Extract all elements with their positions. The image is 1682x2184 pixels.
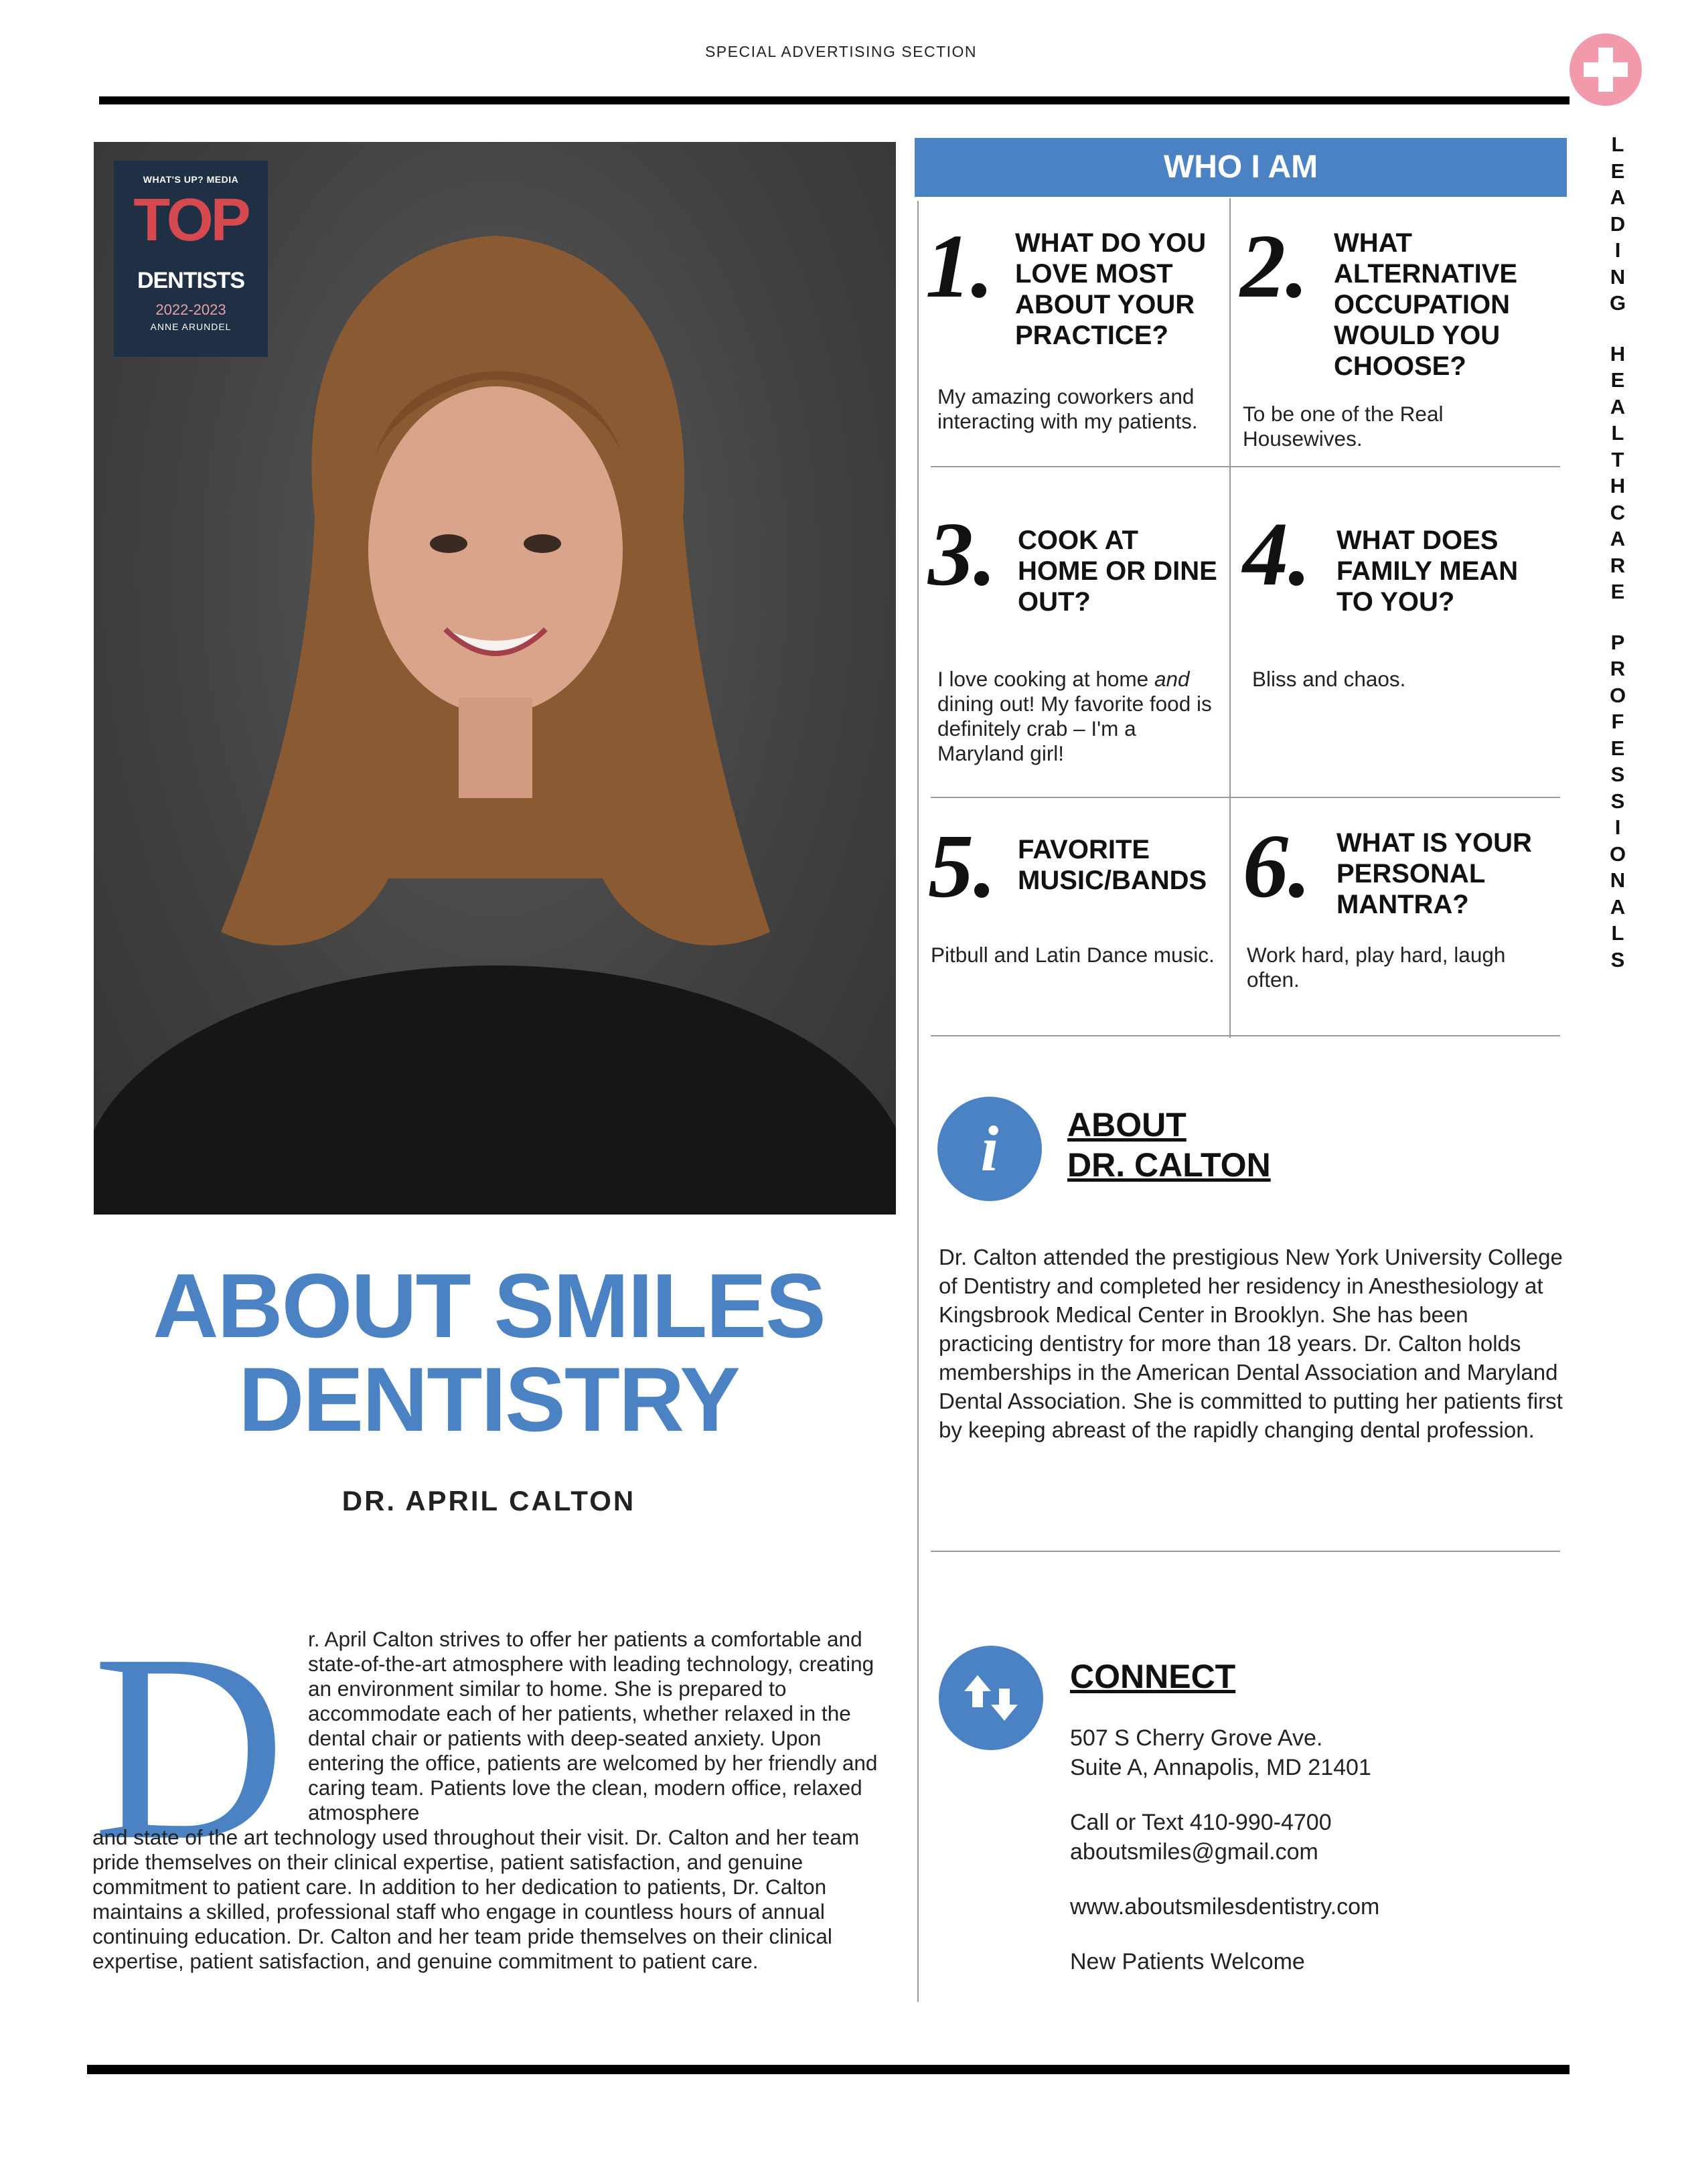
answer-3 bbox=[937, 667, 1219, 766]
answer-1: My amazing coworkers and interacting with my patients. bbox=[937, 384, 1198, 433]
about-text: Dr. Calton attended the prestigious New York University College of Dentistry and completed her residency in Anesthesiology at Kingsbrook Medical Center in Brooklyn. She has been practicing dentistry for more than 18 years. Dr. Calton holds memberships in the American Dental Association and Maryland Dental Association. She is committed to putting her patients first by keeping abreast of the rapidly changing dental profession. bbox=[939, 1245, 1563, 1442]
connect-heading: CONNECT bbox=[1070, 1658, 1236, 1695]
side-banner-letter: N bbox=[1610, 868, 1626, 892]
grid-line-3 bbox=[931, 1035, 1560, 1036]
side-banner-letter: F bbox=[1611, 710, 1624, 733]
badge-years: 2022-2023 bbox=[155, 301, 226, 318]
bottom-rule bbox=[87, 2065, 1570, 2074]
question-5: FAVORITE MUSIC/BANDS bbox=[1018, 835, 1207, 895]
side-banner-letter: E bbox=[1610, 736, 1625, 760]
side-banner-letter: O bbox=[1609, 842, 1626, 866]
top-dentists-badge bbox=[114, 161, 268, 357]
question-number-3: 3. bbox=[928, 504, 996, 605]
side-banner-letter: I bbox=[1614, 238, 1621, 262]
intro-paragraph-full: and state of the art technology used throughout their visit. Dr. Calton and her team pride themselves on their clinical expertise, patient satisfaction, and genuine commitment to patient care. In addition to her dedication to patients, Dr. Calton maintains a skilled, professional staff who engage in countless hours of annual continuing education. Dr. Calton and her team pride themselves on their clinical expertise, patient satisfaction, and genuine commitment to patient care. bbox=[92, 1825, 860, 1973]
question-number-2: 2. bbox=[1240, 216, 1308, 317]
side-banner-letter: H bbox=[1610, 341, 1626, 366]
side-banner-letter: R bbox=[1610, 553, 1626, 577]
side-banner-letter: C bbox=[1610, 500, 1626, 524]
badge-dentists: DENTISTS bbox=[137, 268, 245, 293]
website-link[interactable]: www.aboutsmilesdentistry.com bbox=[1070, 1894, 1380, 1920]
side-banner-letter: E bbox=[1610, 159, 1625, 183]
side-banner-letter: L bbox=[1611, 921, 1624, 945]
side-banner-letter: E bbox=[1610, 580, 1625, 603]
side-banner-letter: R bbox=[1610, 657, 1626, 680]
info-icon-glyph: i bbox=[980, 1113, 999, 1184]
about-heading-line2: DR. CALTON bbox=[1067, 1146, 1271, 1184]
about-divider bbox=[931, 1551, 1560, 1552]
answer-2: To be one of the Real Housewives. bbox=[1243, 402, 1444, 451]
top-rule bbox=[99, 96, 1570, 104]
side-banner-letter: A bbox=[1610, 394, 1626, 418]
question-number-5: 5. bbox=[928, 816, 996, 917]
side-banner-letter: D bbox=[1610, 212, 1626, 236]
section-header: SPECIAL ADVERTISING SECTION bbox=[704, 43, 978, 60]
about-heading bbox=[1067, 1105, 1271, 1185]
answer-4: Bliss and chaos. bbox=[1252, 667, 1406, 691]
side-banner-letter: I bbox=[1614, 815, 1621, 839]
side-banner bbox=[1604, 134, 1631, 976]
intro-paragraph-wrap: r. April Calton strives to offer her patients a comfortable and state-of-the-art atmosphere with leading technology, creating an environment similar to home. She is prepared to accommodate each of her patients, whether relaxed in the dental chair or patients with deep-seated anxiety. Upon entering the office, patients are welcomed by her friendly and caring team. Patients love the clean, modern office, relaxed atmosphere bbox=[308, 1627, 878, 1824]
who-i-am-heading: WHO I AM bbox=[915, 138, 1567, 197]
question-1: WHAT DO YOU LOVE MOST ABOUT YOUR PRACTICE? bbox=[1015, 228, 1207, 350]
side-banner-letter: S bbox=[1610, 763, 1625, 786]
answer-3-part2: dining out! My favorite food is definitely crab – I'm a Maryland girl! bbox=[937, 692, 1212, 765]
side-banner-letter: L bbox=[1611, 421, 1624, 445]
question-number-4: 4. bbox=[1243, 504, 1311, 605]
side-banner-letter: A bbox=[1610, 527, 1626, 550]
about-heading-line1: ABOUT bbox=[1067, 1106, 1187, 1144]
new-patients-note: New Patients Welcome bbox=[1070, 1949, 1305, 1974]
plus-icon bbox=[1570, 33, 1642, 106]
question-2: WHAT ALTERNATIVE OCCUPATION WOULD YOU CHOOSE? bbox=[1334, 228, 1518, 381]
side-banner-letter: S bbox=[1610, 947, 1625, 971]
side-banner-letter: A bbox=[1610, 185, 1626, 209]
answer-5: Pitbull and Latin Dance music. bbox=[931, 943, 1215, 967]
side-banner-letter: P bbox=[1610, 630, 1625, 654]
address-line-2: Suite A, Annapolis, MD 21401 bbox=[1070, 1755, 1371, 1780]
side-banner-letter: N bbox=[1610, 264, 1626, 289]
side-banner-letter: G bbox=[1609, 291, 1626, 315]
center-divider bbox=[917, 201, 919, 2002]
address-line-1: 507 S Cherry Grove Ave. bbox=[1070, 1725, 1323, 1751]
answer-6: Work hard, play hard, laugh often. bbox=[1247, 943, 1506, 992]
question-3: COOK AT HOME OR DINE OUT? bbox=[1018, 526, 1217, 617]
info-icon bbox=[937, 1097, 1042, 1201]
question-4: WHAT DOES FAMILY MEAN TO YOU? bbox=[1336, 526, 1519, 617]
side-banner-letter: T bbox=[1611, 447, 1624, 471]
drop-cap: D bbox=[92, 1599, 286, 1895]
badge-publisher: WHAT'S UP? MEDIA bbox=[143, 174, 239, 185]
answer-3-emphasis: and bbox=[1154, 667, 1190, 691]
practice-name-line1: ABOUT SMILES bbox=[153, 1255, 825, 1356]
swap-arrows-icon bbox=[939, 1646, 1043, 1750]
side-banner-letter: S bbox=[1610, 789, 1625, 813]
side-banner-letter: L bbox=[1611, 133, 1624, 156]
phone[interactable]: Call or Text 410-990-4700 bbox=[1070, 1810, 1332, 1835]
badge-top: TOP bbox=[133, 187, 248, 254]
grid-vertical-line bbox=[1229, 198, 1231, 1038]
grid-line-1 bbox=[931, 466, 1560, 467]
answer-3-part1: I love cooking at home bbox=[937, 667, 1154, 691]
side-banner-letter: O bbox=[1609, 683, 1626, 707]
badge-region: ANNE ARUNDEL bbox=[150, 321, 232, 332]
side-banner-letter: A bbox=[1610, 894, 1626, 919]
question-6: WHAT IS YOUR PERSONAL MANTRA? bbox=[1336, 828, 1532, 919]
question-number-1: 1. bbox=[925, 216, 994, 317]
question-number-6: 6. bbox=[1243, 816, 1311, 917]
email-link[interactable]: aboutsmiles@gmail.com bbox=[1070, 1839, 1318, 1865]
doctor-name: DR. APRIL CALTON bbox=[341, 1485, 636, 1516]
practice-name-line2: DENTISTRY bbox=[238, 1348, 739, 1450]
side-banner-letter: E bbox=[1610, 368, 1625, 392]
grid-line-2 bbox=[931, 797, 1560, 798]
side-banner-letter: H bbox=[1610, 474, 1626, 497]
practice-name bbox=[94, 1255, 884, 1450]
